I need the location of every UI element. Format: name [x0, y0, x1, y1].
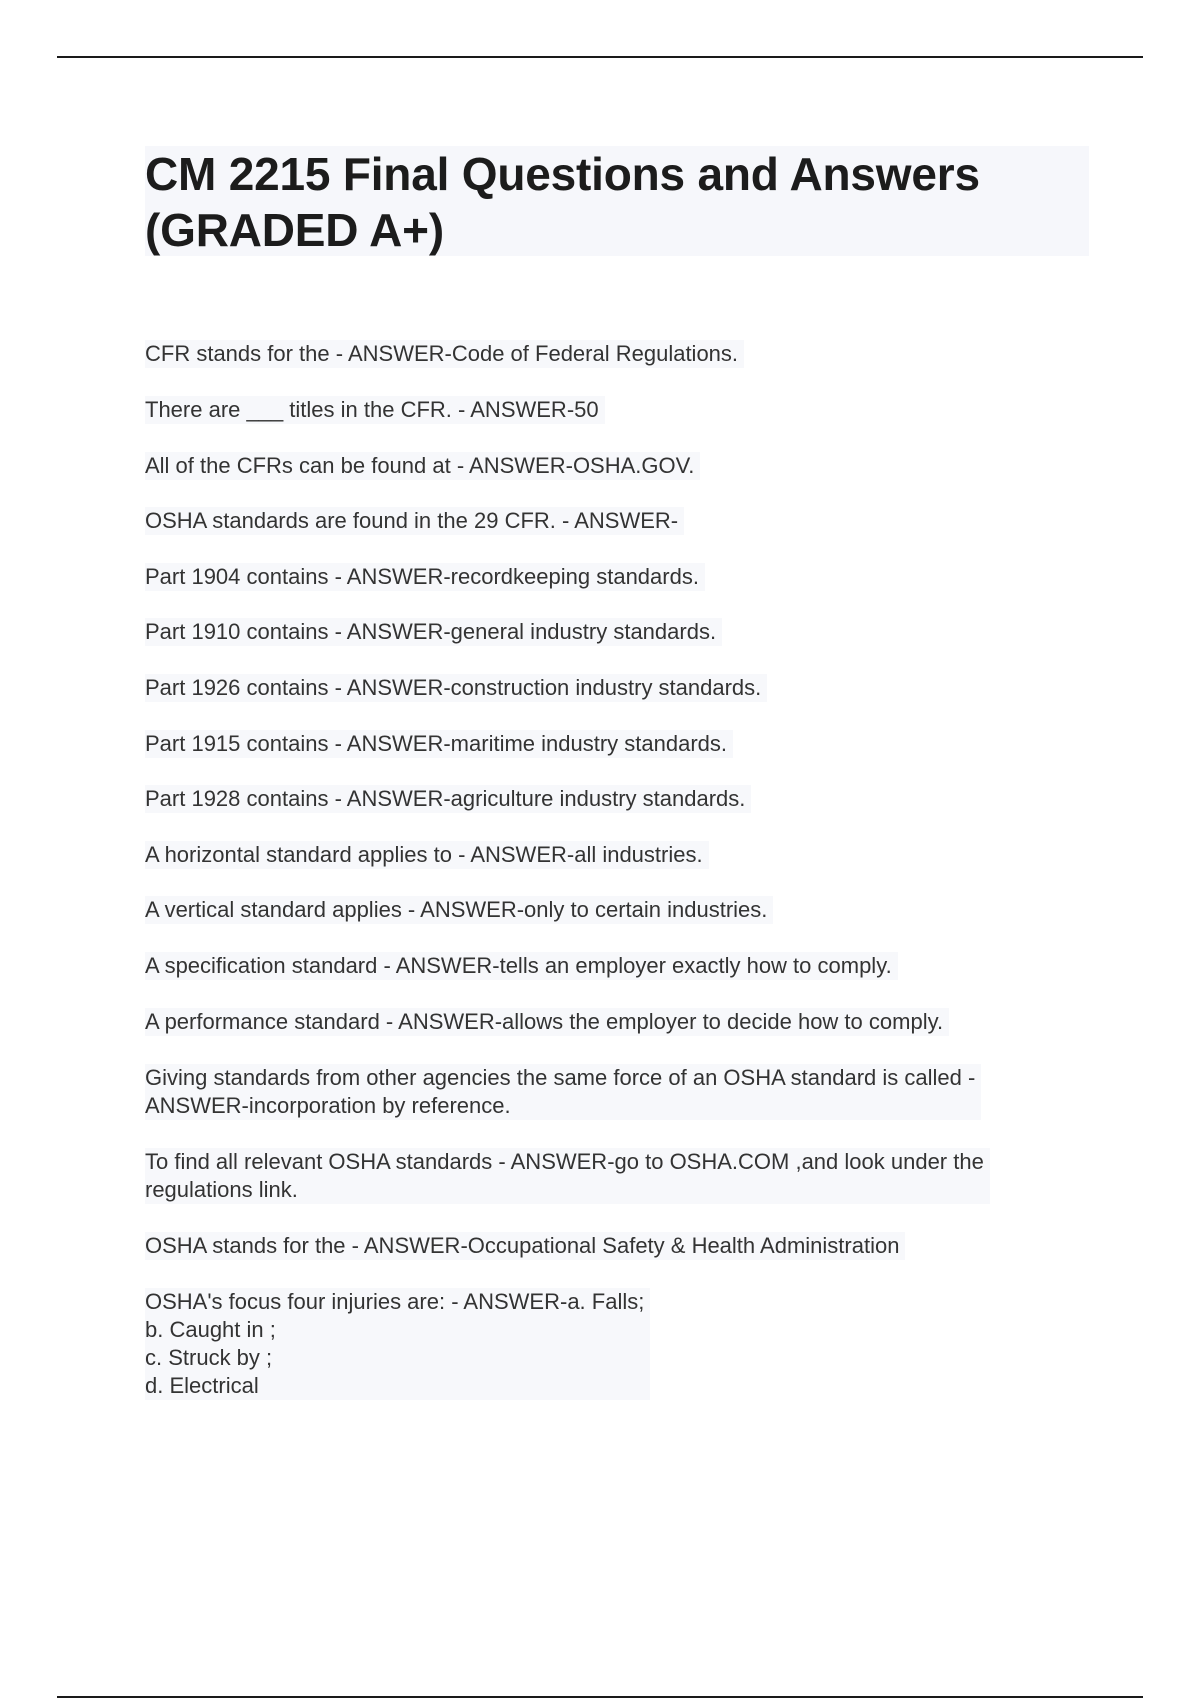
- title-block: [145, 146, 1089, 256]
- qa-item: OSHA standards are found in the 29 CFR. - ANSWER-: [145, 507, 684, 535]
- page-title: CM 2215 Final Questions and Answers (GRADED A+): [145, 148, 980, 256]
- qa-item: Part 1915 contains - ANSWER-maritime industry standards.: [145, 730, 733, 758]
- qa-item: A horizontal standard applies to - ANSWER-all industries.: [145, 841, 709, 869]
- qa-item: Part 1904 contains - ANSWER-recordkeeping standards.: [145, 563, 705, 591]
- qa-item: CFR stands for the - ANSWER-Code of Federal Regulations.: [145, 340, 744, 368]
- qa-item: To find all relevant OSHA standards - ANSWER-go to OSHA.COM ,and look under the regulations link.: [145, 1148, 990, 1204]
- qa-item: All of the CFRs can be found at - ANSWER-OSHA.GOV.: [145, 452, 700, 480]
- qa-item: There are ___ titles in the CFR. - ANSWER-50: [145, 396, 605, 424]
- qa-item: A specification standard - ANSWER-tells an employer exactly how to comply.: [145, 952, 898, 980]
- qa-item: A vertical standard applies - ANSWER-only to certain industries.: [145, 896, 773, 924]
- bottom-rule: [57, 1696, 1143, 1698]
- qa-item: OSHA stands for the - ANSWER-Occupational Safety & Health Administration: [145, 1232, 905, 1260]
- top-rule: [57, 56, 1143, 58]
- qa-item: Part 1910 contains - ANSWER-general industry standards.: [145, 618, 722, 646]
- qa-item: Giving standards from other agencies the same force of an OSHA standard is called - ANSWER-incorporation by reference.: [145, 1064, 981, 1120]
- qa-item: Part 1928 contains - ANSWER-agriculture industry standards.: [145, 785, 751, 813]
- qa-item: A performance standard - ANSWER-allows the employer to decide how to comply.: [145, 1008, 949, 1036]
- qa-item: OSHA's focus four injuries are: - ANSWER-a. Falls; b. Caught in ; c. Struck by ; d. Electrical: [145, 1288, 650, 1400]
- qa-item: Part 1926 contains - ANSWER-construction industry standards.: [145, 674, 767, 702]
